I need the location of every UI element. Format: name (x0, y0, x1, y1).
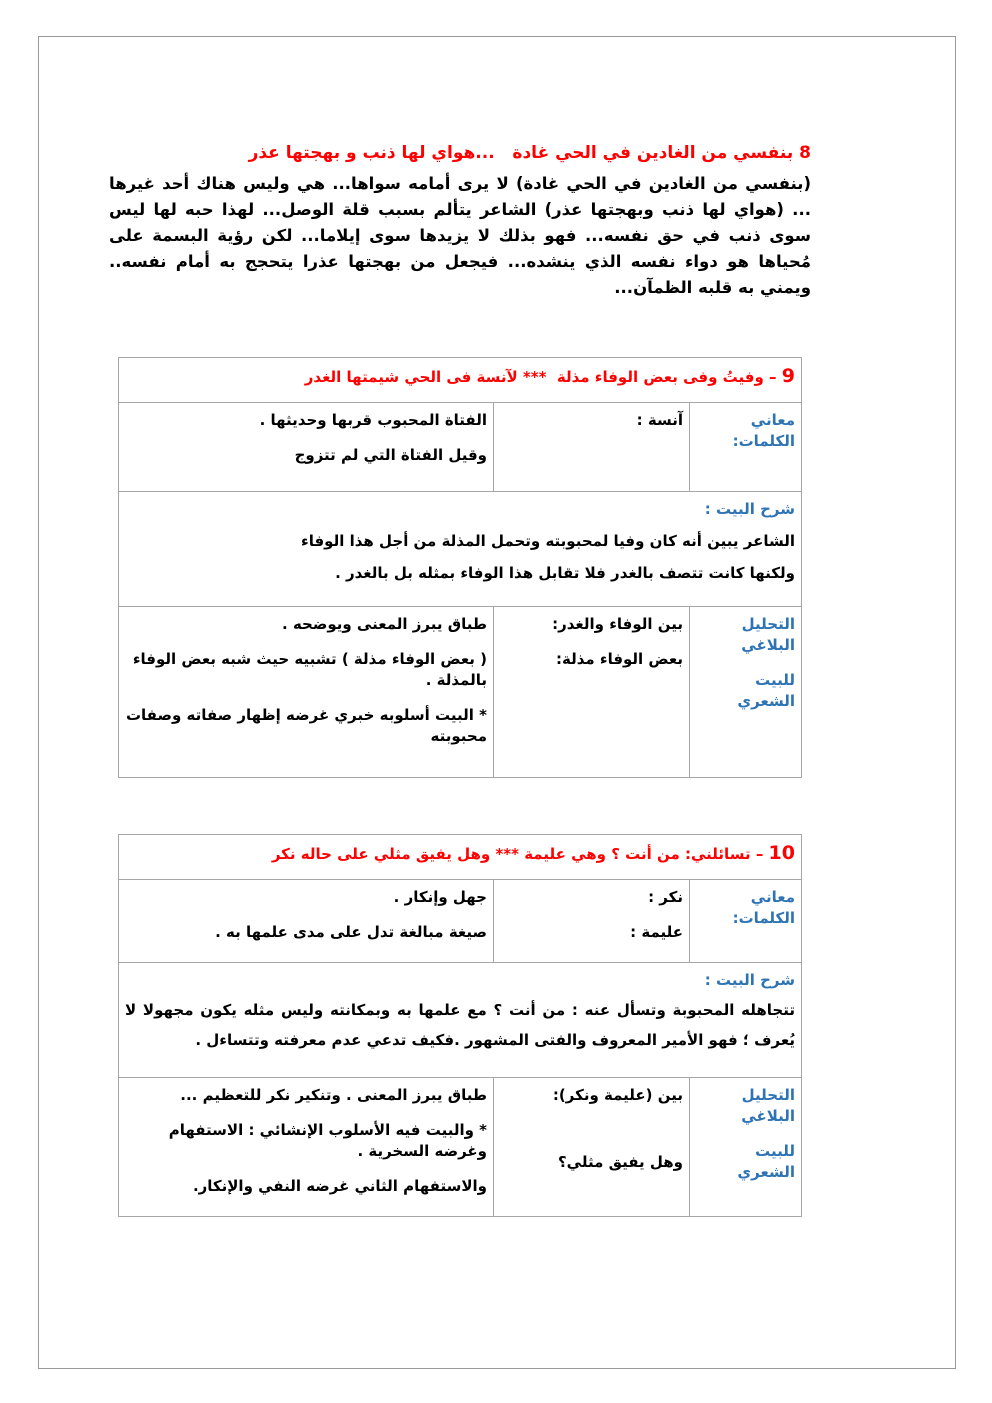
analysis-label-line: للبيت الشعري (737, 1142, 795, 1181)
analysis-item: بعض الوفاء مذلة: (556, 650, 683, 668)
analysis-answer: ( بعض الوفاء مذلة ) تشبيه حيث شبه بعض الوفاء بالمذلة . (132, 650, 487, 689)
analysis-item: بين (عليمة ونكر): (552, 1086, 683, 1104)
page-content (109, 141, 811, 1217)
verse9-number: 9 (781, 365, 795, 387)
analysis-label-line: للبيت الشعري (737, 671, 795, 710)
explanation-text: تتجاهله المحبوبة وتسأل عنه : من أنت ؟ مع علمها به وبمكانته وليس مثله يكون مجهولا لا يُعرف ؛ فهو الأمير المعروف والفتى المشهور .فكيف تدعي عدم معرفته وتتساءل . (125, 1001, 795, 1049)
verse10-explanation-cell (119, 963, 802, 1078)
verse10-definition-cell (119, 880, 494, 963)
analysis-label-line: التحليل البلاغي (741, 1086, 795, 1125)
verse9-header-cell (119, 358, 802, 403)
verse9-analysis-items-cell (494, 607, 690, 778)
verse9-explanation-cell (119, 492, 802, 607)
verse10-analysis-row (119, 1078, 802, 1217)
verse10-number: 10 (768, 842, 795, 864)
word-term: آنسة : (636, 411, 683, 429)
verse9-analysis-label-cell (690, 607, 802, 778)
explanation-label: شرح البيت : (704, 971, 795, 989)
analysis-answer: * والبيت فيه الأسلوب الإنشائي : الاستفهام وغرضه السخرية . (168, 1121, 487, 1160)
verse10-explanation-row (119, 963, 802, 1078)
verse9-meanings-label-cell (690, 403, 802, 492)
verse8-title: 8 بنفسي من الغادين في الحي غادة ...هواي لها ذنب و بهجتها عذر (248, 143, 811, 163)
explanation-line: الشاعر يبين أنه كان وفيا لمحبوبته وتحمل المذلة من أجل هذا الوفاء (301, 532, 795, 550)
definition-line: الفتاة المحبوب قربها وحديثها . (259, 411, 487, 429)
verse8-explanation: (بنفسي من الغادين في الحي غادة) لا يرى أمامه سواها... هي وليس هناك أحد غيرها ... (هواي لها ذنب وبهجتها عذر) الشاعر يتألم بسبب قلة الوصل... لهذا حبه لها ليس سوى ذنب في حق نفسه... فهو بذلك لا يزيدها سوى إيلاما... لكن رؤية البسمة على مُحياها هو دواء نفسه الذي ينشده... فيجعل من بهجتها عذرا يتحجج به أمام نفسه.. ويمني به قلبه الظمآن... (109, 174, 811, 297)
verse10-word-cell (494, 880, 690, 963)
word-term: نكر : (648, 888, 683, 906)
definition-line: وقيل الفتاة التي لم تتزوج (294, 446, 487, 464)
verse10-analysis-answers-cell (119, 1078, 494, 1217)
verse10-verse-text: – تسائلني: من أنت ؟ وهي عليمة *** وهل يفيق مثلي على حاله نكر (271, 845, 764, 863)
verse9-header-row (119, 358, 802, 403)
verse10-header-row (119, 835, 802, 880)
definition-line: صيغة مبالغة تدل على مدى علمها به . (215, 923, 487, 941)
definition-line: جهل وإنكار . (393, 888, 487, 906)
explanation-label: شرح البيت : (704, 500, 795, 518)
verse9-verse-text: – وفيتُ وفى بعض الوفاء مذلة *** لآنسة فى الحي شيمتها الغدر (304, 368, 777, 386)
analysis-answer: طباق يبرز المعنى ويوضحه . (282, 615, 487, 633)
meanings-label: معاني الكلمات: (732, 411, 795, 450)
verse9-analysis-row (119, 607, 802, 778)
verse9-definition-cell (119, 403, 494, 492)
explanation-line: ولكنها كانت تتصف بالغدر فلا تقابل هذا الوفاء بمثله بل بالغدر . (335, 564, 795, 582)
analysis-answer: طباق يبرز المعنى . وتنكير نكر للتعظيم ... (180, 1086, 487, 1104)
verse9-meanings-row (119, 403, 802, 492)
analysis-answer: والاستفهام الثاني غرضه النفي والإنكار. (192, 1177, 487, 1195)
analysis-item: بين الوفاء والغدر: (552, 615, 683, 633)
verse10-analysis-items-cell (494, 1078, 690, 1217)
verse9-word-cell (494, 403, 690, 492)
verse10-table (118, 834, 802, 1217)
verse9-table (118, 357, 802, 778)
verse10-meanings-label-cell (690, 880, 802, 963)
verse10-analysis-label-cell (690, 1078, 802, 1217)
verse10-header-cell (119, 835, 802, 880)
verse9-explanation-row (119, 492, 802, 607)
analysis-label-line: التحليل البلاغي (741, 615, 795, 654)
meanings-label: معاني الكلمات: (732, 888, 795, 927)
word-term: عليمة : (630, 923, 683, 941)
analysis-answer: * البيت أسلوبه خبري غرضه إظهار صفاته وصفات محبوبته (125, 706, 487, 745)
verse9-analysis-answers-cell (119, 607, 494, 778)
page-border (38, 36, 956, 1369)
analysis-item: وهل يفيق مثلي؟ (557, 1153, 683, 1171)
verse10-meanings-row (119, 880, 802, 963)
